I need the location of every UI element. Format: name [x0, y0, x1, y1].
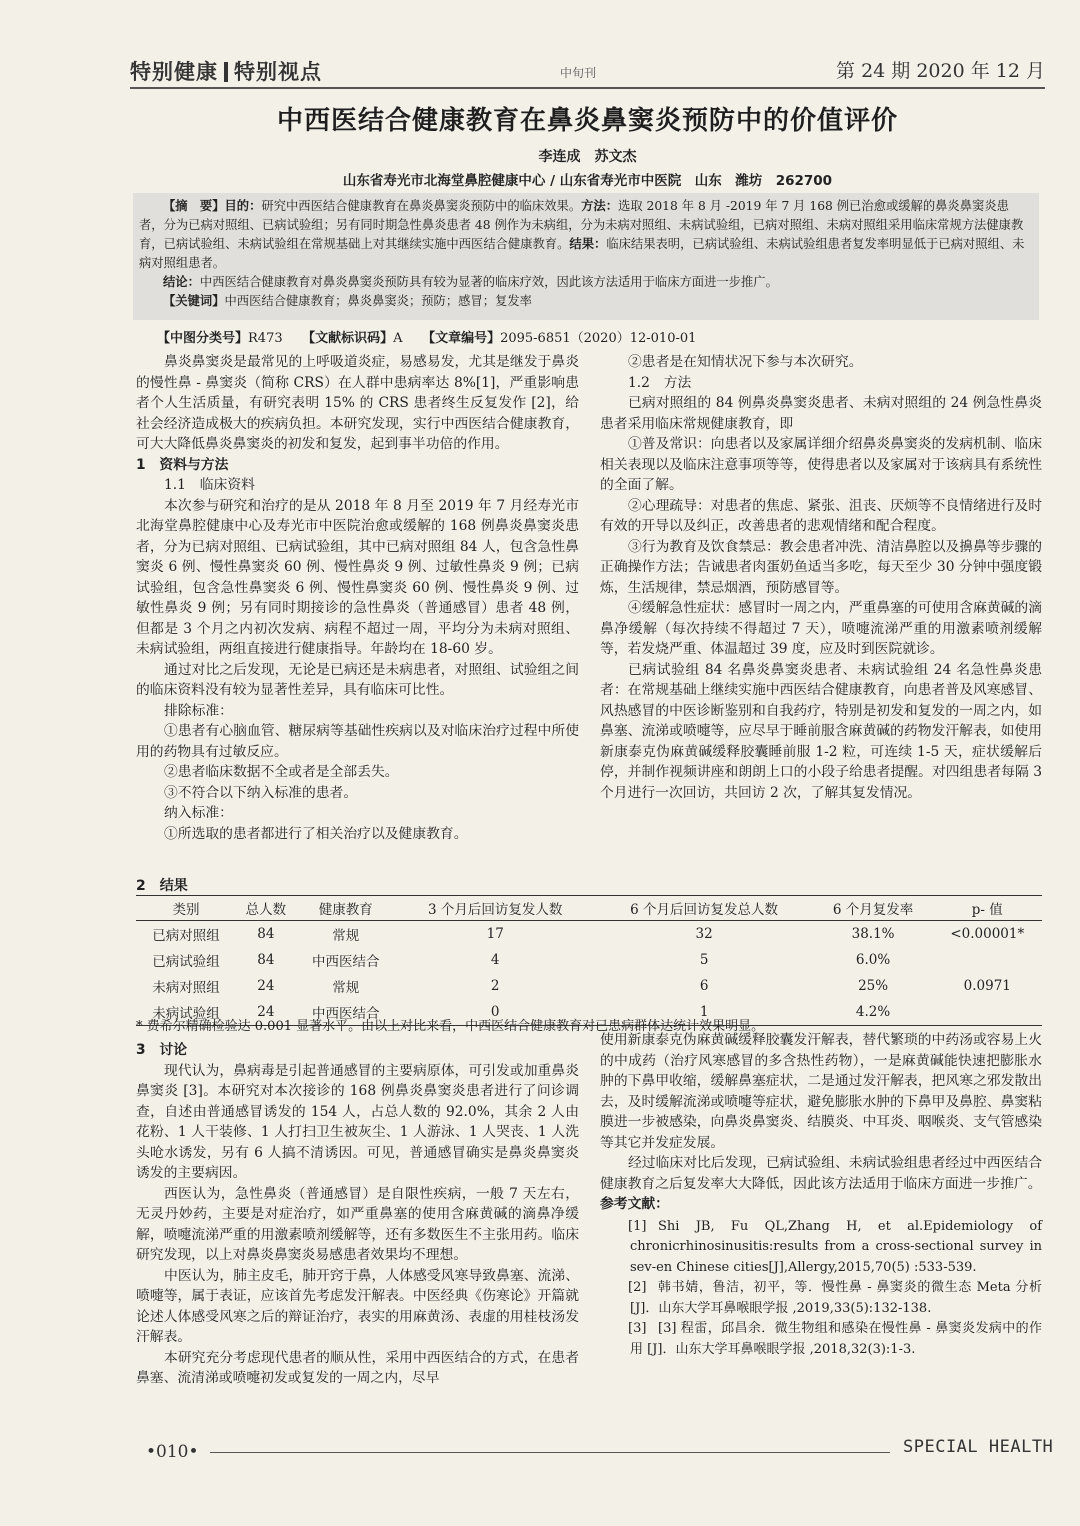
exclusion-item: ③不符合以下纳入标准的患者。	[164, 784, 358, 801]
column-header: 总人数	[236, 896, 296, 921]
abstract-text	[139, 197, 1033, 273]
reference-number: [2]	[628, 1280, 647, 1295]
discussion-paragraph: 现代认为，鼻病毒是引起普通感冒的主要病原体，可引发或加重鼻炎鼻窦炎 [3]。本研究对本次接诊的 168 例鼻炎鼻窦炎患者进行了问诊调查，自述由普通感冒诱发的 154 人，占总人数的 92.0%，其余 2 人由花粉、1 人干装修、1 人打扫卫生被灰尘、1 人游泳、1 人哭丧、1 人洗头呛水诱发，另有 6 人搞不清诱因。可见，普通感冒确实是鼻炎鼻窦炎诱发的主要病因。	[136, 1062, 579, 1181]
discussion-paragraph: 本研究充分考虑现代患者的顺从性，采用中西医结合的方式，在患者鼻塞、流清涕或喷嚏初发或复发的一周之内，尽早	[136, 1349, 579, 1386]
table-cell: 32	[695, 926, 713, 942]
table-note: * 费希尔精确检验达 0.001 显著水平。由以上对比来看，中西医结合健康教育对已患病群体达统计效果明显。	[136, 1019, 765, 1034]
article-authors: 李连成 苏文杰	[538, 149, 637, 165]
abstract-conclusion-line	[139, 273, 1033, 292]
table-row	[136, 947, 1042, 973]
method-paragraph: 已病对照组的 84 例鼻炎鼻窦炎患者、未病对照组的 24 例急性鼻炎患者采用临床常规健康教育，即	[600, 395, 1042, 432]
footer-rule	[210, 1452, 890, 1453]
method-item: ④缓解急性症状：感冒时一周之内，严重鼻塞的可使用含麻黄碱的滴鼻净缓解（每次持续不得超过 7 天），喷嚏流涕严重的用激素喷剂缓解等，若发烧严重、体温超过 39 度，应及时到医院就诊。	[600, 600, 1042, 657]
table-cell: 已病对照组	[152, 928, 220, 944]
table-cell: 6	[699, 978, 709, 994]
trial-group-paragraph: 已病试验组 84 名鼻炎鼻窦炎患者、未病试验组 24 名急性鼻炎患者：在常规基础上继续实施中西医结合健康教育，向患者普及风寒感冒、风热感冒的中医诊断鉴别和自我药疗，特别是初发和复发的一周之内，如鼻塞、流涕或喷嚏等，应尽早于睡前服含麻黄碱的药物发汗解表，如使用新康泰克伪麻黄碱缓释胶囊睡前服 1-2 粒，可连续 1-5 天，症状缓解后停，并制作视频讲座和朗朗上口的小段子给患者提醒。对四组患者每隔 3 个月进行一次回访，共回访 2 次，了解其复发情况。	[600, 661, 1042, 801]
discussion-paragraph: 使用新康泰克伪麻黄碱缓释胶囊发汗解表，替代繁琐的中药汤或容易上火的中成药（治疗风寒感冒的多含热性药物），一是麻黄碱能快速把膨胀水肿的下鼻甲收缩，缓解鼻塞症状，二是通过发汗解表，把风寒之邪发散出去，及时缓解流涕或喷嚏等症状，避免膨胀水肿的下鼻甲及鼻腔、鼻窦粘膜进一步被感染，向鼻炎鼻窦炎、结膜炎、中耳炎、咽喉炎、支气管感染等其它并发症发展。	[600, 1032, 1042, 1151]
conclusion-label: 结论：	[163, 275, 200, 289]
table-cell: 0.0971	[963, 978, 1011, 994]
reference-item	[600, 1319, 1042, 1360]
inclusion-heading: 纳入标准：	[164, 805, 233, 821]
conclusion-paragraph: 经过临床对比后发现，已病试验组、未病试验组患者经过中西医结合健康教育之后复发率大大降低，因此该方法适用于临床方面进一步推广。	[600, 1155, 1042, 1192]
page-header	[130, 56, 1045, 90]
journal-brand	[130, 56, 322, 86]
section-heading-2: 2 结果	[136, 878, 188, 894]
abstract-box	[133, 193, 1039, 320]
reference-list	[600, 1217, 1042, 1361]
table-header-row	[136, 896, 1042, 921]
table-cell: 1	[595, 999, 814, 1026]
reference-item	[600, 1217, 1042, 1279]
column-header: 健康教育	[296, 896, 396, 921]
keywords-line	[139, 292, 1033, 311]
reference-number: [3]	[628, 1321, 647, 1336]
column-header: 类别	[136, 896, 236, 921]
exclusion-heading: 排除标准：	[164, 702, 233, 719]
header-rule	[130, 87, 1045, 89]
clc-label: 【中图分类号】	[157, 331, 249, 346]
table-row	[136, 921, 1042, 948]
table-cell: 84	[257, 926, 275, 942]
table-row	[136, 973, 1042, 999]
subsection-heading-1-2: 1.2 方法	[628, 374, 692, 391]
table-cell: 0	[396, 999, 595, 1026]
keywords: 中西医结合健康教育；鼻炎鼻窦炎；预防；感冒；复发率	[224, 294, 532, 308]
column-header: 3 个月后回访复发人数	[396, 896, 595, 921]
reference-text: 韩书婧，鲁洁，初平，等．慢性鼻 - 鼻窦炎的微生态 Meta 分析 [J]．山东大学耳鼻喉眼学报 ,2019,33(5):132-138.	[630, 1280, 1042, 1316]
method-item: ①普及常识：向患者以及家属详细介绍鼻炎鼻窦炎的发病机制、临床相关表现以及临床注意事项等等，使得患者以及家属对于该病具有系统性的全面了解。	[600, 436, 1042, 493]
reference-item	[600, 1278, 1042, 1319]
table-cell: <0.00001*	[950, 926, 1025, 942]
clc-value: R473	[248, 331, 283, 346]
table-cell	[933, 947, 1042, 973]
table-cell: 2	[490, 978, 500, 994]
table-cell: 中西医结合	[296, 999, 396, 1026]
discussion-paragraph: 西医认为，急性鼻炎（普通感冒）是自限性疾病，一般 7 天左右，无灵丹妙药，主要是对症治疗，如严重鼻塞的使用含麻黄碱的滴鼻净缓解，喷嚏流涕严重的用激素喷剂缓解等，还有多数医生不主张用药。临床研究发现，以上对鼻炎鼻窦炎易感患者效果均不理想。	[136, 1185, 579, 1263]
discussion-paragraph: 中医认为，肺主皮毛，肺开窍于鼻，人体感受风寒导致鼻塞、流涕、喷嚏等，属于表证，应该首先考虑发汗解表。中医经典《伤寒论》开篇就论述人体感受风寒之后的辩证治疗，表实的用麻黄汤、表虚的用桂枝汤发汗解表。	[136, 1267, 579, 1345]
column-header: 6 个月复发率	[814, 896, 933, 921]
section-heading-3: 3 讨论	[136, 1042, 187, 1058]
method-label: 方法：	[581, 199, 619, 213]
inclusion-item: ②患者是在知情状况下参与本次研究。	[628, 354, 863, 370]
column-header: 6 个月后回访复发总人数	[595, 896, 814, 921]
doc-code-label: 【文献标识码】	[308, 331, 394, 346]
result-label: 结果：	[569, 237, 607, 251]
table-cell: 未病试验组	[136, 999, 236, 1026]
table-cell: 84	[257, 952, 275, 968]
intro-paragraph: 鼻炎鼻窦炎是最常见的上呼吸道炎症，易感易发，尤其是继发于鼻炎的慢性鼻 - 鼻窦炎（简称 CRS）在人群中患病率达 8%[1]，严重影响患者个人生活质量，有研究表明 15% 的 CRS 患者终生反复发作 [2]，给社会经济造成极大的疾病负担。本研究发现，实行中西医结合健康教育，可大大降低鼻炎鼻窦炎的初发和复发，起到事半功倍的作用。	[136, 354, 579, 452]
abstract-method: 选取 2018 年 8 月 -2019 年 7 月 168 例已治愈或缓解的鼻炎鼻窦炎患者，分为已病对照组、已病试验组；另有同时期急性鼻炎患者 48 例作为未病组，分为未病对照组、未病试验组，已病对照组、未病对照组采用临床常规方法健康教育，已病试验组、未病试验组在常规基础上对其继续实施中西医结合健康教育。	[139, 199, 1024, 251]
abstract-conclusion: 中西医结合健康教育对鼻炎鼻窦炎预防具有较为显著的临床疗效，因此该方法适用于临床方面进一步推广。	[199, 275, 778, 289]
column-right-bottom	[600, 1030, 1042, 1360]
method-item: ②心理疏导：对患者的焦虑、紧张、沮丧、厌烦等不良情绪进行及时有效的开导以及纠正，改善患者的悲观情绪和配合程度。	[600, 497, 1042, 534]
clinical-data-paragraph: 本次参与研究和治疗的是从 2018 年 8 月至 2019 年 7 月经寿光市北海堂鼻腔健康中心及寿光市中医院治愈或缓解的 168 例鼻炎鼻窦炎患者，分为已病对照组、已病试验组，其中已病对照组 84 人，包含急性鼻窦炎 6 例、慢性鼻窦炎 60 例、慢性鼻炎 9 例、过敏性鼻炎 9 例；已病试验组，包含急性鼻窦炎 6 例、慢性鼻窦炎 60 例、慢性鼻炎 9 例、过敏性鼻炎 9 例；另有同时期接诊的急性鼻炎（普通感冒）患者 48 例，但都是 3 个月之内初次发病、病程不超过一周，平均分为未病对照组、未病试验组，两组直接进行健康指导。年龄均在 18-60 岁。	[136, 497, 579, 657]
table-cell: 25%	[858, 978, 889, 994]
section-name: 特别视点	[234, 60, 322, 84]
abstract-result: 临床结果表明，已病试验组、未病试验组患者复发率明显低于已病对照组、未病对照组患者。	[139, 237, 1025, 270]
table-cell: 常规	[332, 980, 360, 996]
table-cell: 常规	[332, 928, 360, 944]
abstract-objective: 研究中西医结合健康教育在鼻炎鼻窦炎预防中的临床效果。	[261, 199, 582, 213]
section-heading-1: 1 资料与方法	[136, 456, 229, 473]
reference-text: Shi JB, Fu QL,Zhang H, et al.Epidemiology of chronicrhinosinusitis:results from a cross-sectional survey in sev-en Chinese cities[J],Allergy,2015,70(5) :533-539.	[630, 1218, 1042, 1275]
brand-name: 特别健康	[130, 60, 218, 84]
article-no-label: 【文章编号】	[428, 331, 501, 346]
inclusion-item: ①所选取的患者都进行了相关治疗以及健康教育。	[164, 825, 468, 842]
references-heading: 参考文献：	[600, 1196, 669, 1212]
table-cell: 17	[486, 926, 504, 942]
table-cell: 已病试验组	[152, 954, 220, 970]
journal-footer-name: SPECIAL HEALTH	[903, 1437, 1054, 1457]
table-cell: 4.2%	[814, 999, 933, 1026]
column-right-top	[600, 352, 1042, 803]
column-left-bottom	[136, 1040, 579, 1389]
results-table	[136, 895, 1042, 1026]
keywords-label: 【关键词】	[163, 294, 225, 308]
doc-code-value: A	[393, 331, 403, 346]
method-item: ③行为教育及饮食禁忌：教会患者冲洗、清洁鼻腔以及擤鼻等步骤的正确操作方法；告诫患者肉蛋奶鱼适当多吃，每天至少 30 分钟中强度锻炼，生活规律，禁忌烟酒，预防感冒等。	[600, 538, 1042, 596]
table-cell: 4	[490, 952, 500, 968]
exclusion-item: ②患者临床数据不全或者是全部丢失。	[164, 764, 399, 780]
table-cell: 中西医结合	[312, 954, 380, 970]
column-header: p- 值	[933, 896, 1042, 921]
reference-text: [3] 程雷，邱昌余．微生物组和感染在慢性鼻 - 鼻窦炎发病中的作用 [J]．山东大学耳鼻喉眼学报 ,2018,32(3):1-3.	[630, 1321, 1042, 1357]
edition-label: 中旬刊	[560, 66, 597, 80]
reference-number: [1]	[628, 1218, 647, 1234]
article-title: 中西医结合健康教育在鼻炎鼻窦炎预防中的价值评价	[276, 106, 898, 136]
abstract-label: 【摘 要】目的：	[163, 199, 262, 213]
page-number: •010•	[146, 1442, 199, 1462]
comparison-paragraph: 通过对比之后发现，无论是已病还是未病患者，对照组、试验组之间的临床资料没有较为显著性差异，具有临床可比性。	[136, 661, 579, 698]
table-cell: 24	[236, 999, 296, 1026]
classification-line	[133, 327, 1039, 346]
table-cell: 38.1%	[851, 926, 895, 942]
table-cell: 未病对照组	[152, 980, 220, 996]
exclusion-item: ①患者有心脑血管、糖尿病等基础性疾病以及对临床治疗过程中所使用的药物具有过敏反应。	[136, 723, 579, 760]
column-left-top	[136, 352, 579, 844]
table-cell: 6.0%	[855, 952, 891, 968]
brand-divider	[224, 62, 228, 82]
article-no-value: 2095-6851（2020）12-010-01	[500, 331, 697, 346]
table-cell: 24	[257, 978, 275, 994]
table-cell: 5	[699, 952, 709, 968]
article-affiliation: 山东省寿光市北海堂鼻腔健康中心 / 山东省寿光市中医院 山东 潍坊 262700	[342, 173, 833, 189]
subsection-heading-1-1: 1.1 临床资料	[164, 477, 255, 493]
issue-label: 第 24 期 2020 年 12 月	[836, 60, 1045, 82]
